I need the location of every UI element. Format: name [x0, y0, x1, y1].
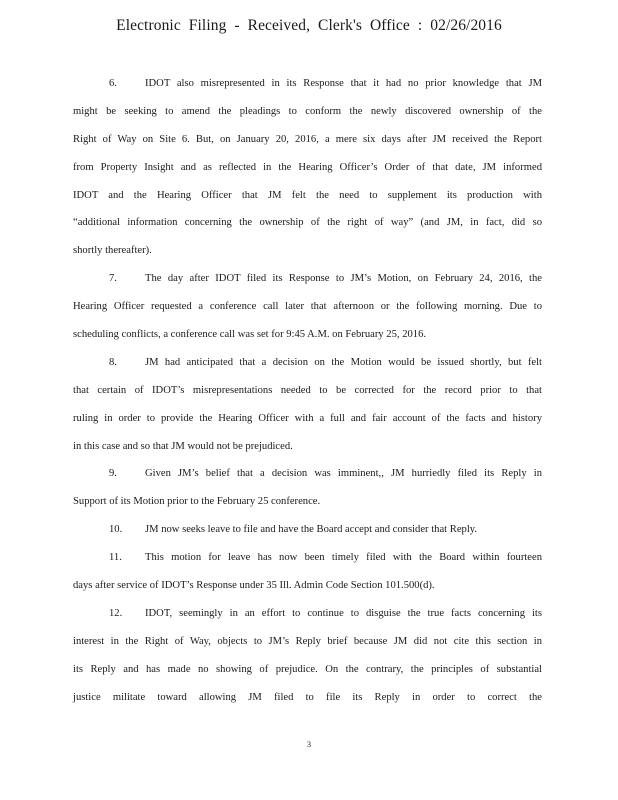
text-line: [73, 98, 542, 126]
line-text: justice militate toward allowing JM filed to file its Reply in order to correct the: [73, 691, 542, 703]
line-text: ruling in order to provide the Hearing Officer with a full and fair account of the facts and history: [73, 412, 542, 424]
paragraph: [73, 460, 542, 516]
line-text: Hearing Officer requested a conference call later that afternoon or the following morning. Due to: [73, 301, 542, 313]
paragraph: [73, 544, 542, 600]
line-text: This motion for leave has now been timely filed with the Board within fourteen: [145, 552, 542, 564]
text-line: [73, 126, 542, 154]
paragraph: [73, 600, 542, 712]
line-text: scheduling conflicts, a conference call was set for 9:45 A.M. on February 25, 2016.: [73, 329, 427, 341]
text-line: [73, 405, 542, 433]
line-text: “additional information concerning the ownership of the right of way” (and JM, in fact, did so: [73, 217, 542, 229]
line-text: IDOT, seemingly in an effort to continue to disguise the true facts concerning its: [145, 607, 542, 619]
text-line: [73, 321, 542, 349]
line-text: Right of Way on Site 6. But, on January 20, 2016, a mere six days after JM received the Report: [73, 133, 542, 145]
line-text: The day after IDOT filed its Response to JM’s Motion, on February 24, 2016, the: [145, 273, 542, 285]
text-line: [73, 237, 542, 265]
text-line: [73, 544, 542, 572]
text-line: [73, 154, 542, 182]
line-text: JM had anticipated that a decision on the Motion would be issued shortly, but felt: [145, 356, 542, 368]
text-line: [73, 349, 542, 377]
line-text: JM now seeks leave to file and have the Board accept and consider that Reply.: [145, 524, 478, 536]
paragraph-number: 10.: [109, 524, 123, 536]
text-line: [73, 460, 542, 488]
paragraph-number: 7.: [109, 273, 117, 285]
line-text: shortly thereafter).: [73, 245, 152, 257]
paragraph: [73, 516, 542, 544]
paragraph-number: 11.: [109, 552, 122, 564]
line-text: Given JM’s belief that a decision was imminent,, JM hurriedly filed its Reply in: [145, 468, 542, 480]
text-line: [73, 600, 542, 628]
line-text: IDOT and the Hearing Officer that JM felt the need to supplement its production with: [73, 189, 542, 201]
paragraph-number: 8.: [109, 356, 117, 368]
text-line: [73, 488, 542, 516]
filing-header: Electronic Filing - Received, Clerk's Office : 02/26/2016: [116, 17, 502, 34]
page-number: 3: [307, 740, 311, 749]
line-text: its Reply and has made no showing of prejudice. On the contrary, the principles of substantial: [73, 663, 542, 675]
line-text: IDOT also misrepresented in its Response that it had no prior knowledge that JM: [145, 78, 542, 89]
line-text: from Property Insight and as reflected in the Hearing Officer’s Order of that date, JM informed: [73, 161, 542, 173]
line-text: interest in the Right of Way, objects to JM’s Reply brief because JM did not cite this section in: [73, 635, 542, 647]
text-line: [73, 684, 542, 712]
text-line: [73, 209, 542, 237]
line-text: days after service of IDOT’s Response under 35 Ill. Admin Code Section 101.500(d).: [73, 580, 435, 592]
text-line: [73, 656, 542, 684]
paragraph: [73, 70, 542, 265]
text-line: [73, 70, 542, 98]
line-text: might be seeking to amend the pleadings to conform the newly discovered ownership of the: [73, 105, 542, 117]
paragraph-number: 9.: [109, 468, 117, 480]
document-body: [73, 70, 542, 711]
text-line: [73, 377, 542, 405]
paragraph: [73, 265, 542, 349]
line-text: that certain of IDOT’s misrepresentations needed to be corrected for the record prior to that: [73, 384, 542, 396]
text-line: [73, 182, 542, 210]
text-line: [73, 628, 542, 656]
paragraph-number: 6.: [109, 78, 117, 89]
text-line: [73, 516, 542, 544]
text-line: [73, 265, 542, 293]
text-line: [73, 433, 542, 461]
paragraph: [73, 349, 542, 461]
text-line: [73, 572, 542, 600]
paragraph-number: 12.: [109, 607, 123, 619]
line-text: Support of its Motion prior to the February 25 conference.: [73, 496, 321, 508]
line-text: in this case and so that JM would not be prejudiced.: [73, 440, 293, 452]
text-line: [73, 293, 542, 321]
